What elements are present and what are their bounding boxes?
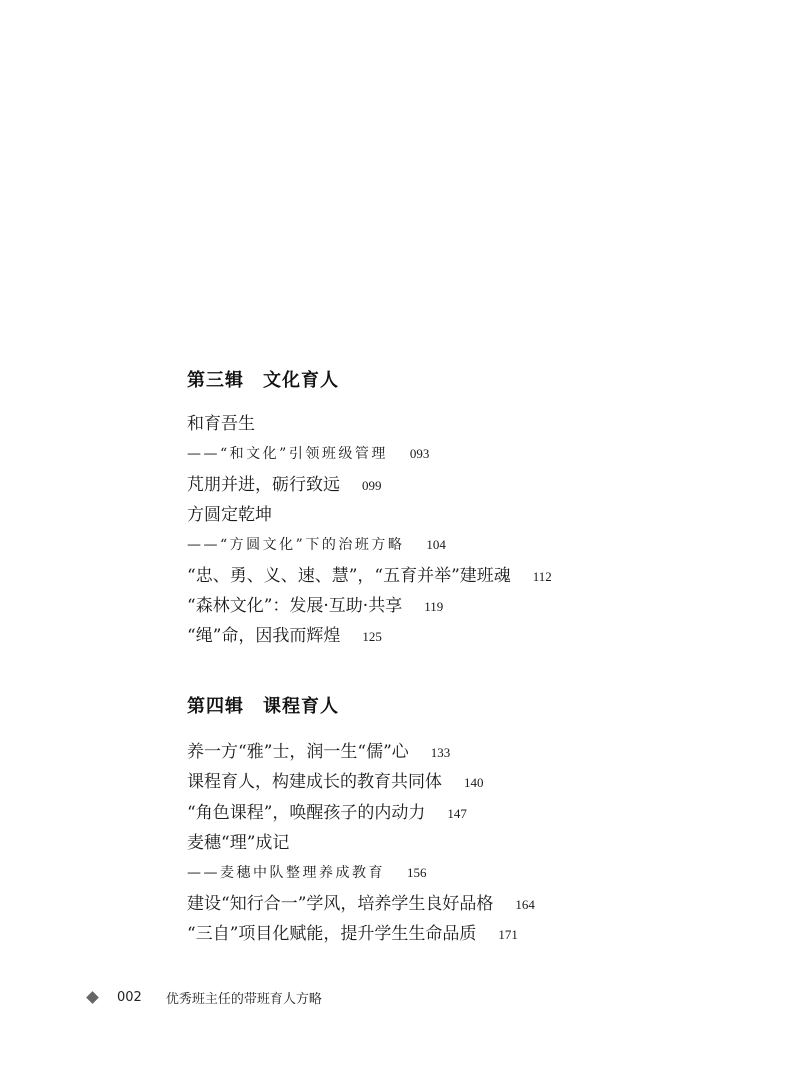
toc-entry: [187, 412, 255, 436]
toc-page-number: 156: [407, 865, 427, 880]
toc-entry-title: 养一方“雅”士，润一生“儒”心: [187, 742, 409, 762]
footer-page-number: 002: [117, 989, 142, 1005]
toc-entry: [187, 801, 467, 825]
toc-entry-title: “忠、勇、义、速、慧”，“五育并举”建班魂: [187, 566, 511, 586]
toc-entry: [187, 564, 552, 588]
toc-entry-title: ——“方圆文化”下的治班方略: [187, 537, 405, 553]
toc-entry: [187, 503, 272, 527]
toc-entry: [187, 892, 535, 916]
toc-entry-title: 和育吾生: [187, 414, 255, 434]
section-heading-3: 第三辑 文化育人: [187, 370, 339, 391]
toc-page-number: 093: [409, 446, 430, 461]
toc-page-number: 099: [362, 478, 382, 493]
toc-entry-title: 课程育人，构建成长的教育共同体: [187, 772, 442, 792]
diamond-icon: [86, 991, 99, 1004]
toc-page-number: 164: [515, 897, 535, 912]
toc-page-number: 119: [424, 599, 444, 614]
toc-entry: [187, 740, 450, 764]
toc-page-number: 104: [426, 537, 446, 552]
toc-entry-subtitle: [187, 861, 427, 885]
toc-entry: [187, 624, 382, 648]
toc-entry-title: 方圆定乾坤: [187, 505, 272, 525]
toc-page-number: 125: [362, 629, 382, 644]
toc-entry: [187, 831, 289, 855]
toc-entry: [187, 473, 382, 497]
toc-entry-title: “森林文化”：发展·互助·共享: [187, 596, 403, 616]
toc-page-number: 140: [464, 775, 484, 790]
toc-entry: [187, 594, 443, 618]
toc-page-number: 171: [498, 927, 518, 942]
page-footer: [88, 986, 322, 1008]
toc-entry-title: “三自”项目化赋能，提升学生生命品质: [187, 924, 477, 944]
toc-entry-title: 芃朋并进，砺行致远: [187, 475, 340, 495]
toc-entry: [187, 922, 518, 946]
toc-entry-subtitle: [187, 442, 429, 466]
toc-entry-title: ——“和文化”引领班级管理: [187, 446, 388, 462]
section-heading-4: 第四辑 课程育人: [187, 696, 339, 717]
toc-page-number: 112: [532, 569, 552, 584]
toc-page-number: 147: [447, 806, 467, 821]
toc-entry: [187, 770, 484, 794]
toc-entry-title: ——麦穗中队整理养成教育: [187, 865, 385, 881]
toc-page-number: 133: [430, 745, 451, 760]
toc-entry-title: 建设“知行合一”学风，培养学生良好品格: [187, 894, 494, 914]
toc-entry-title: “角色课程”，唤醒孩子的内动力: [187, 803, 426, 823]
toc-entry-title: 麦穗“理”成记: [187, 833, 290, 853]
footer-book-title: 优秀班主任的带班育人方略: [165, 991, 322, 1007]
toc-entry-subtitle: [187, 533, 446, 557]
toc-entry-title: “绳”命，因我而辉煌: [187, 626, 341, 646]
